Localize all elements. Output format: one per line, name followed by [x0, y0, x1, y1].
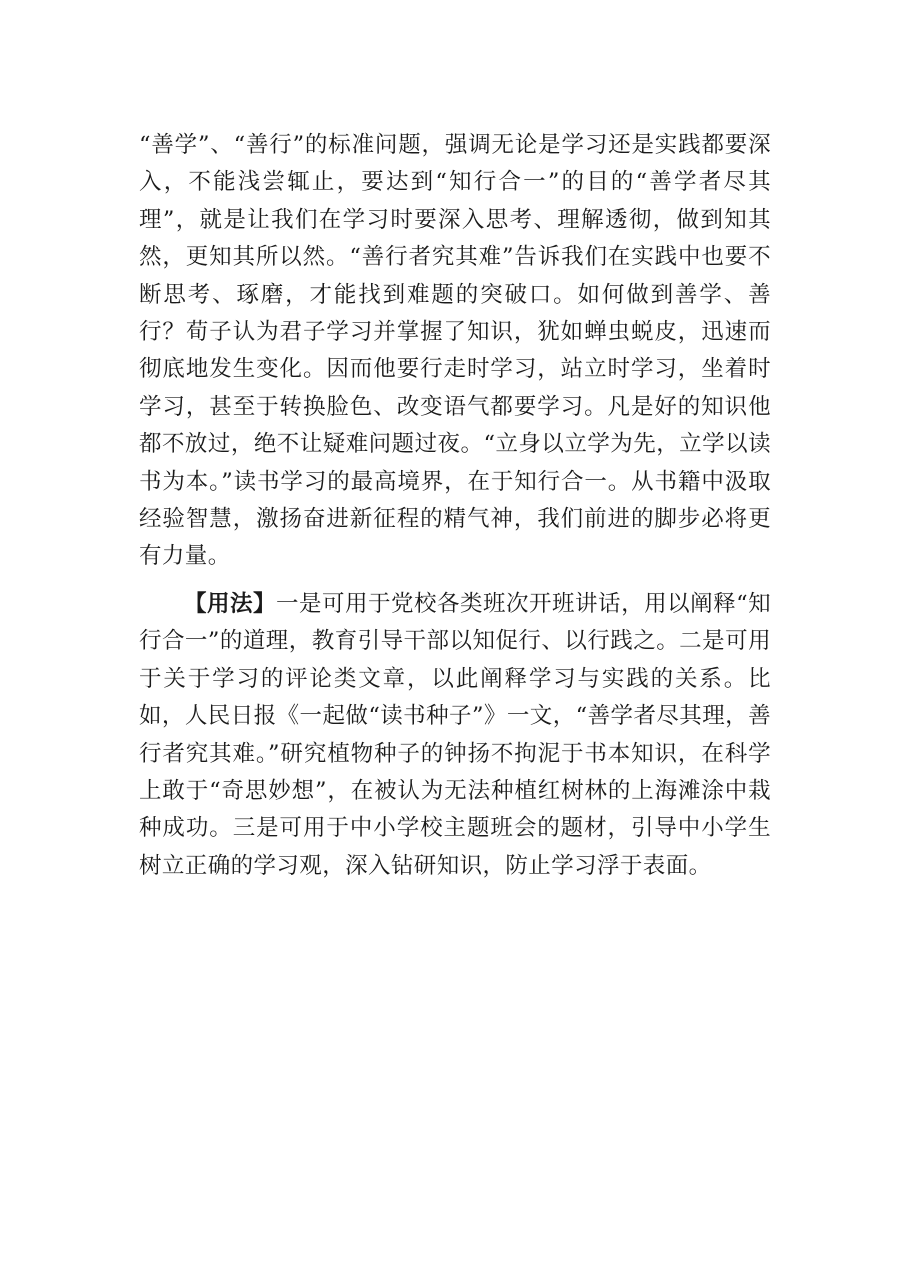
- paragraph-1: “善学”、“善行”的标准问题，强调无论是学习还是实践都要深入，不能浅尝辄止，要达到“知行合一”的目的“善学者尽其理”，就是让我们在学习时要深入思考、理解透彻，做到知其然，更知其所以然。“善行者究其难”告诉我们在实践中也要不断思考、琢磨，才能找到难题的突破口。如何做到善学、善行？荀子认为君子学习并掌握了知识，犹如蝉虫蜕皮，迅速而彻底地发生变化。因而他要行走时学习，站立时学习，坐着时学习，甚至于转换脸色、改变语气都要学习。凡是好的知识他都不放过，绝不让疑难问题过夜。“立身以立学为先，立学以读书为本。”读书学习的最高境界，在于知行合一。从书籍中汲取经验智慧，激扬奋进新征程的精气神，我们前进的脚步必将更有力量。: [139, 132, 771, 570]
- paragraph-2: [139, 586, 771, 885]
- paragraph-2-text: 一是可用于党校各类班次开班讲话，用以阐释“知行合一”的道理，教育引导干部以知促行、以行践之。二是可用于关于学习的评论类文章，以此阐释学习与实践的关系。比如，人民日报《一起做“读书种子”》一文，“善学者尽其理，善行者究其难。”研究植物种子的钟扬不拘泥于书本知识，在科学上敢于“奇思妙想”，在被认为无法种植红树林的上海滩涂中栽种成功。三是可用于中小学校主题班会的题材，引导中小学生树立正确的学习观，深入钻研知识，防止学习浮于表面。: [139, 590, 771, 879]
- document-body: [139, 127, 771, 885]
- usage-tag: 【用法】: [184, 590, 277, 617]
